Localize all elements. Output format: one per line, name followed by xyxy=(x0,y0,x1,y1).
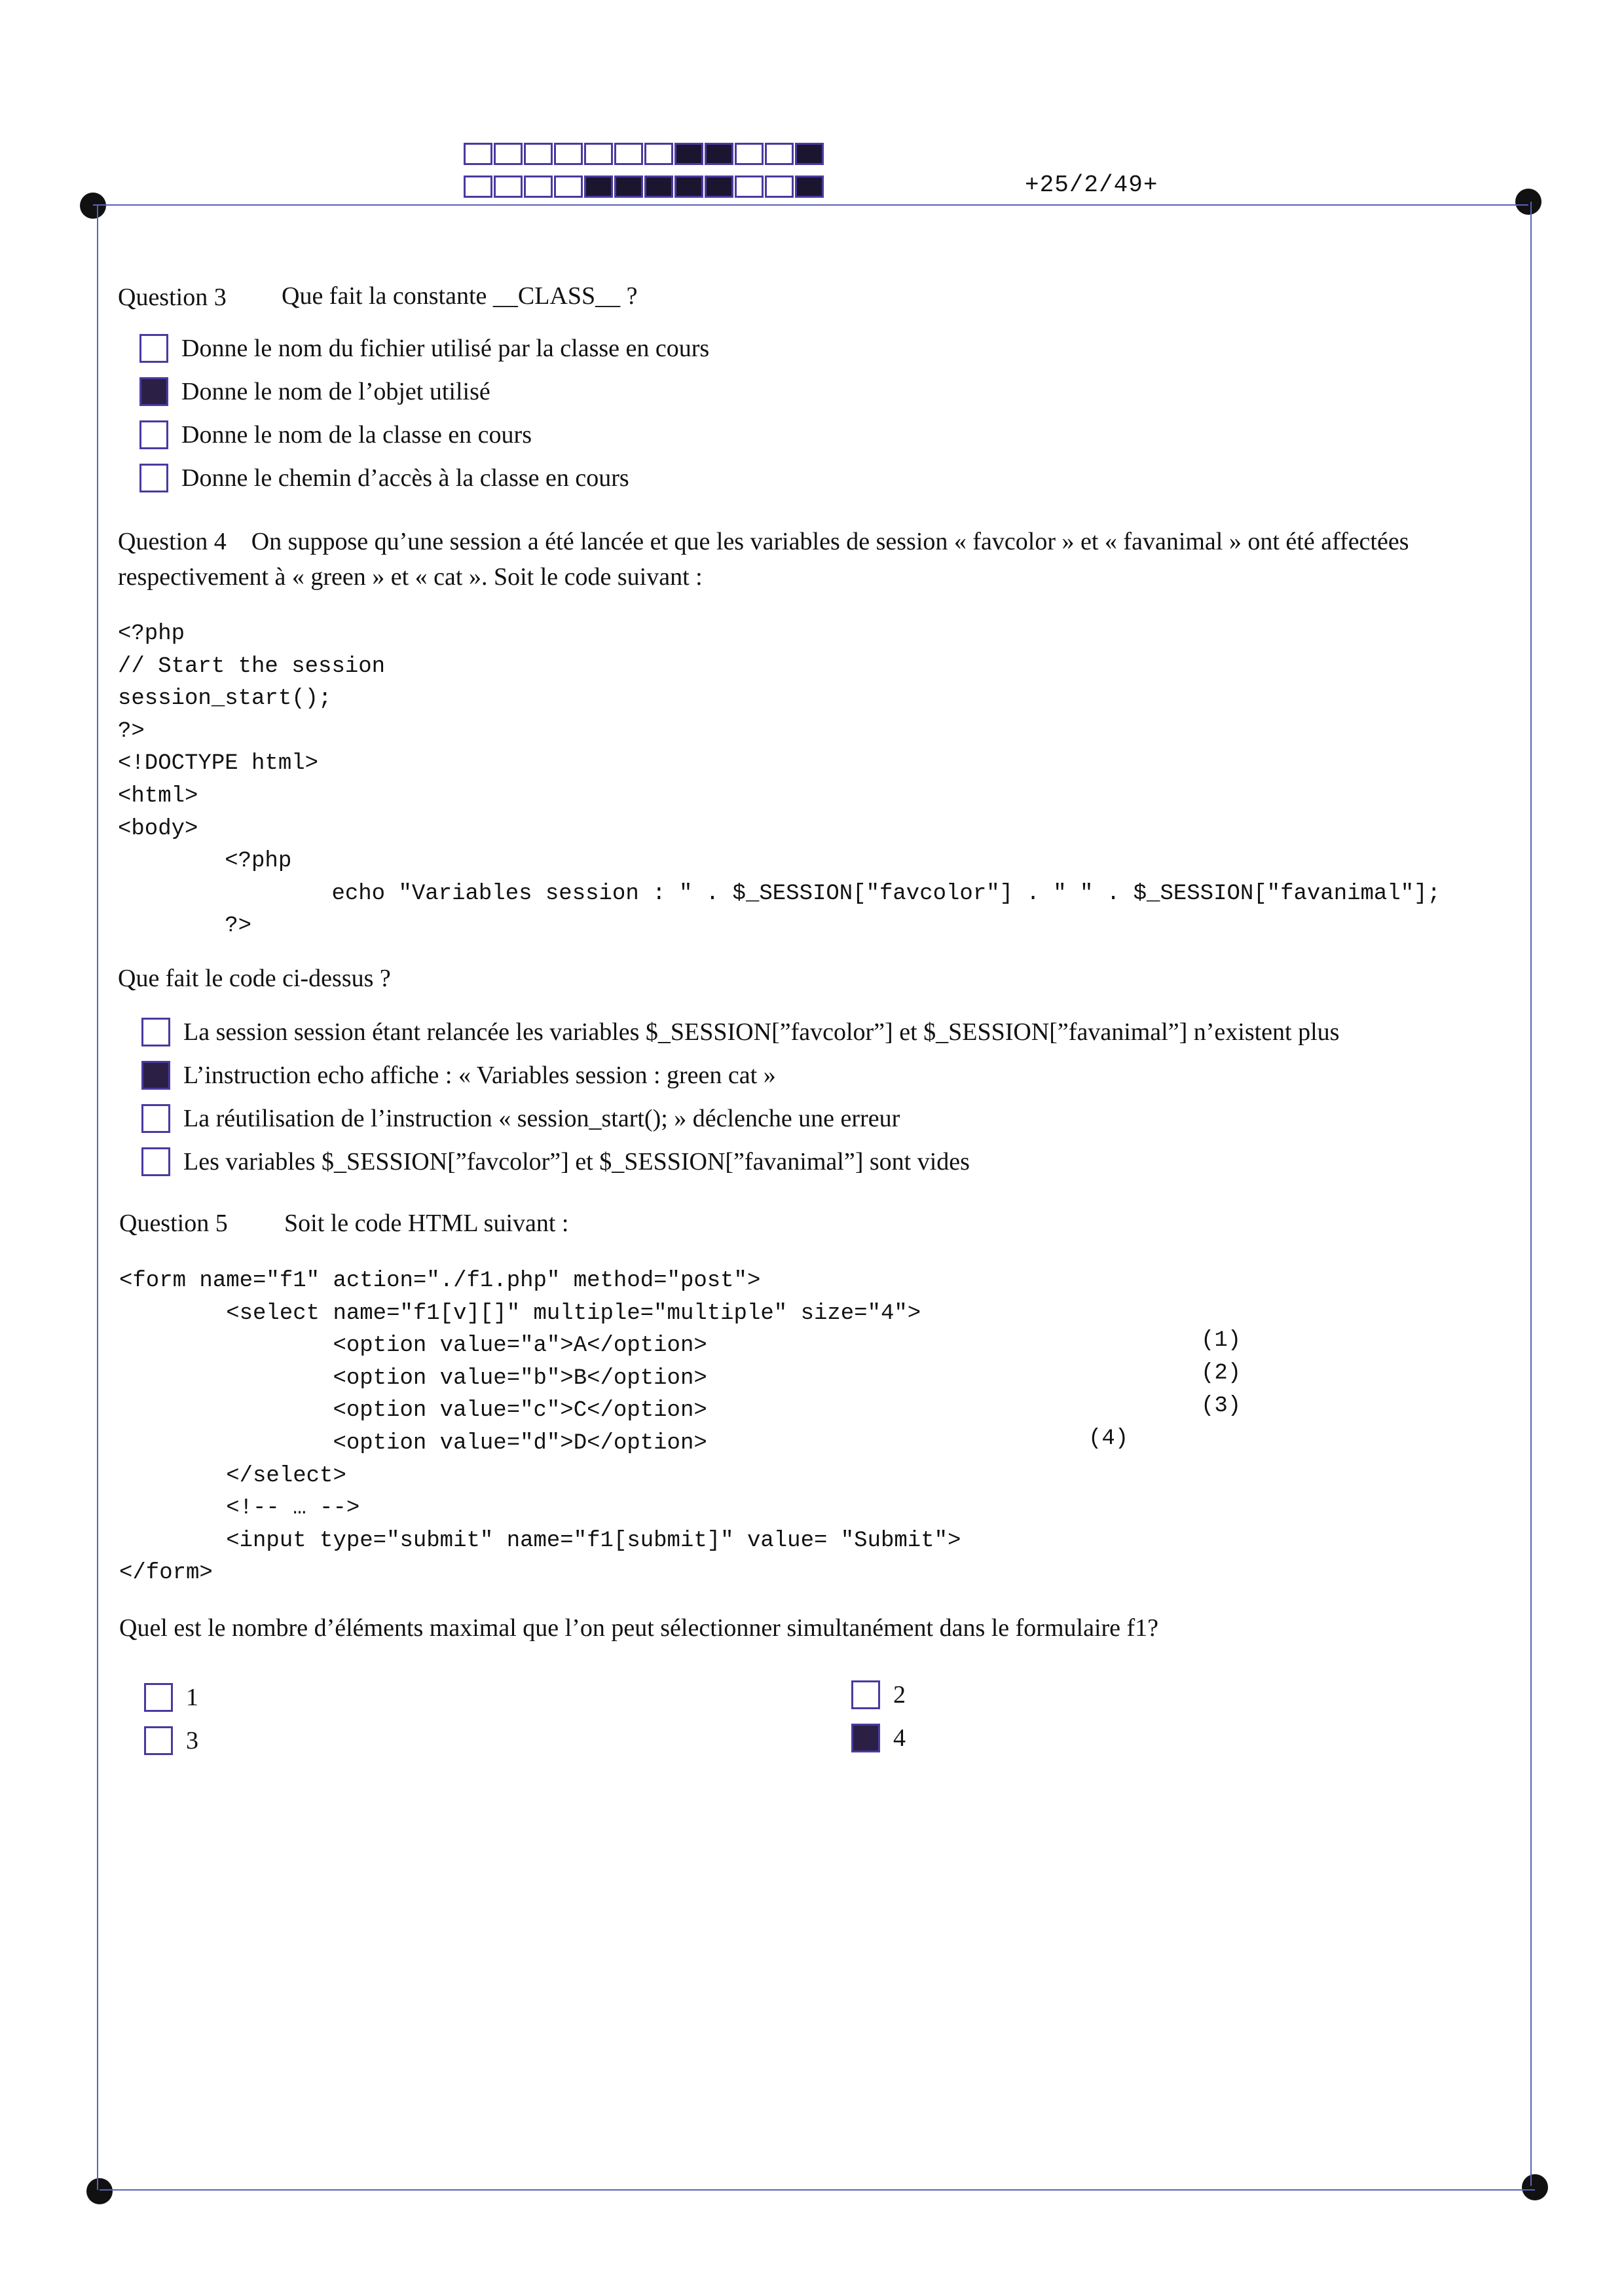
q3-choice-2[interactable] xyxy=(139,377,490,406)
q5-choice-1-text: 1 xyxy=(186,1684,198,1711)
q3-checkbox-1[interactable] xyxy=(139,334,168,363)
q5-text: Soit le code HTML suivant : xyxy=(284,1210,569,1237)
code-row-1-cell-10 xyxy=(735,143,764,165)
corner-mark-top-left xyxy=(80,193,106,219)
q4-choice-3[interactable] xyxy=(141,1104,900,1133)
page-id: +25/2/49+ xyxy=(1025,172,1158,198)
frame-left-line xyxy=(97,206,98,2190)
q4-statement xyxy=(118,524,1506,595)
code-row-2-cell-10 xyxy=(735,176,764,198)
q5-question: Quel est le nombre d’éléments maximal que l’on peut sélectionner simultanément dans le formulaire f1? xyxy=(119,1614,1159,1642)
code-row-1-cell-7 xyxy=(644,143,673,165)
q4-checkbox-4[interactable] xyxy=(141,1147,170,1176)
q4-text: On suppose qu’une session a été lancée et que les variables de session « favcolor » et « favanimal » ont été affectées respectivement à « green » et « cat ». Soit le code suivant : xyxy=(118,528,1409,591)
binary-code-row-2 xyxy=(464,176,825,198)
frame-top-line xyxy=(93,204,1528,206)
q4-checkbox-1[interactable] xyxy=(141,1018,170,1046)
q4-choice-2-text: L’instruction echo affiche : « Variables session : green cat » xyxy=(183,1062,776,1089)
q4-code-block: <?php // Start the session session_start(); ?> <!DOCTYPE html> <html> <body> <?php echo "Variables session : " . $_SESSION["favcolor"] . " " . $_SESSION["favanimal"]; ?> xyxy=(118,621,1441,939)
q3-checkbox-2[interactable] xyxy=(139,377,168,406)
q4-checkbox-2[interactable] xyxy=(141,1061,170,1090)
q4-choice-4[interactable] xyxy=(141,1147,970,1176)
code-row-1-cell-12 xyxy=(795,143,824,165)
q5-marker-4: (4) xyxy=(1088,1426,1129,1451)
q3-choice-1[interactable] xyxy=(139,334,709,363)
q5-code-block: <form name="f1" action="./f1.php" method="post"> <select name="f1[v][]" multiple="multiple" size="4"> <option value="a">A</option> <option value="b">B</option> <option value="c">C</option> <option value="d">D</option> </select> <!-- … --> <input type="submit" name="f1[submit]" value= "Submit"> </form> xyxy=(119,1268,961,1586)
code-row-2-cell-9 xyxy=(705,176,733,198)
q5-choice-4-text: 4 xyxy=(893,1724,906,1752)
code-row-2-cell-7 xyxy=(644,176,673,198)
q5-checkbox-1[interactable] xyxy=(144,1683,173,1712)
q4-label: Question 4 xyxy=(118,528,227,555)
code-row-1-cell-1 xyxy=(464,143,492,165)
q4-choice-3-text: La réutilisation de l’instruction « session_start(); » déclenche une erreur xyxy=(183,1105,900,1132)
q3-choice-4[interactable] xyxy=(139,464,629,492)
q5-marker-2: (2) xyxy=(1201,1361,1242,1386)
q4-checkbox-3[interactable] xyxy=(141,1104,170,1133)
q5-choice-2-text: 2 xyxy=(893,1681,906,1709)
q5-choice-3-text: 3 xyxy=(186,1727,198,1754)
corner-mark-bottom-left xyxy=(86,2178,113,2204)
q5-choice-2[interactable] xyxy=(851,1680,906,1709)
code-row-1-cell-3 xyxy=(524,143,553,165)
q5-checkbox-2[interactable] xyxy=(851,1680,880,1709)
frame-bottom-line xyxy=(100,2189,1535,2191)
q3-choice-2-text: Donne le nom de l’objet utilisé xyxy=(181,378,490,405)
q4-choice-4-text: Les variables $_SESSION[”favcolor”] et $_SESSION[”favanimal”] sont vides xyxy=(183,1148,970,1176)
code-row-2-cell-5 xyxy=(584,176,613,198)
q4-choice-1-text: La session session étant relancée les variables $_SESSION[”favcolor”] et $_SESSION[”favanimal”] n’existent plus xyxy=(183,1018,1340,1046)
q5-choice-3[interactable] xyxy=(144,1726,198,1755)
q3-checkbox-4[interactable] xyxy=(139,464,168,492)
code-row-2-cell-3 xyxy=(524,176,553,198)
q3-choice-1-text: Donne le nom du fichier utilisé par la classe en cours xyxy=(181,335,710,362)
code-row-2-cell-6 xyxy=(614,176,643,198)
code-row-2-cell-11 xyxy=(765,176,794,198)
frame-right-line xyxy=(1530,202,1532,2186)
q5-label: Question 5 xyxy=(119,1210,228,1237)
corner-mark-bottom-right xyxy=(1522,2174,1548,2200)
q3-choice-4-text: Donne le chemin d’accès à la classe en cours xyxy=(181,464,629,492)
code-row-1-cell-4 xyxy=(554,143,583,165)
q3-text: Que fait la constante __CLASS__ ? xyxy=(282,282,638,310)
q5-marker-1: (1) xyxy=(1201,1328,1242,1353)
code-row-1-cell-2 xyxy=(494,143,523,165)
q5-marker-3: (3) xyxy=(1201,1394,1242,1418)
q3-choice-3[interactable] xyxy=(139,420,532,449)
q5-checkbox-3[interactable] xyxy=(144,1726,173,1755)
code-row-1-cell-5 xyxy=(584,143,613,165)
binary-code-row-1 xyxy=(464,143,825,165)
q4-choice-2[interactable] xyxy=(141,1061,776,1090)
code-row-2-cell-1 xyxy=(464,176,492,198)
q5-choice-1[interactable] xyxy=(144,1683,198,1712)
code-row-2-cell-4 xyxy=(554,176,583,198)
q5-choice-4[interactable] xyxy=(851,1724,906,1752)
code-row-2-cell-2 xyxy=(494,176,523,198)
q3-label: Question 3 xyxy=(118,284,227,311)
q4-question: Que fait le code ci-dessus ? xyxy=(118,965,391,992)
code-row-2-cell-8 xyxy=(674,176,703,198)
corner-mark-top-right xyxy=(1515,189,1541,215)
code-row-2-cell-12 xyxy=(795,176,824,198)
code-row-1-cell-11 xyxy=(765,143,794,165)
code-row-1-cell-8 xyxy=(674,143,703,165)
code-row-1-cell-6 xyxy=(614,143,643,165)
q3-choice-3-text: Donne le nom de la classe en cours xyxy=(181,421,532,449)
q3-checkbox-3[interactable] xyxy=(139,420,168,449)
q5-checkbox-4[interactable] xyxy=(851,1724,880,1752)
code-row-1-cell-9 xyxy=(705,143,733,165)
q4-choice-1[interactable] xyxy=(141,1018,1339,1046)
